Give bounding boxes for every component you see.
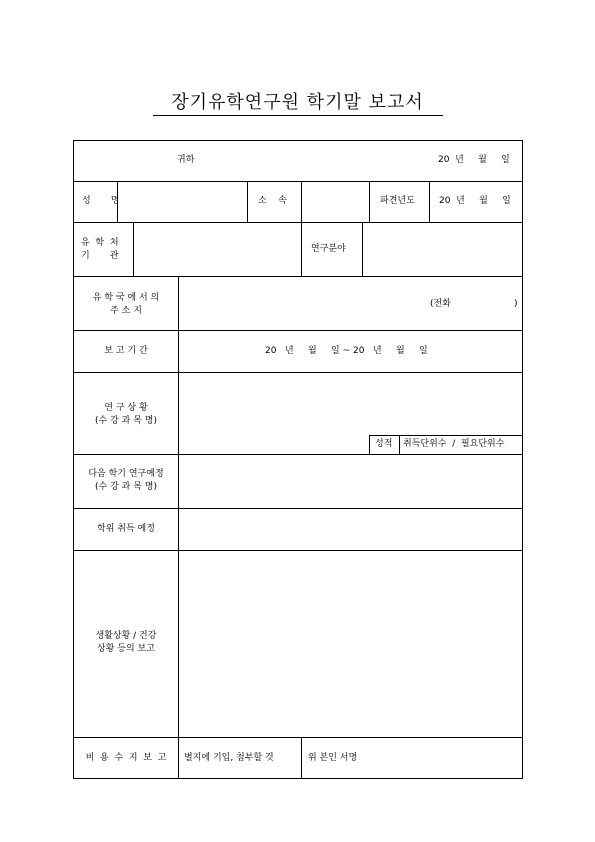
research-label-line1: 연 구 상 황 <box>104 403 148 413</box>
report-form <box>73 140 523 779</box>
recipient-label: 귀하 <box>177 155 195 165</box>
signature-label[interactable]: 위 본인 서명 <box>308 753 358 763</box>
period-value[interactable]: 20 년 월 일 ~ 20 년 월 일 <box>265 346 428 356</box>
col-divider <box>429 181 430 222</box>
col-divider <box>133 222 134 276</box>
col-divider <box>362 222 363 276</box>
address-label-line2: 주 소 지 <box>110 306 142 316</box>
period-label: 보 고 기 간 <box>104 346 148 356</box>
row-divider <box>74 454 522 455</box>
row-divider <box>74 330 522 331</box>
research-field-label: 연구분야 <box>311 244 346 254</box>
life-label-line1: 생활상황 / 건강 <box>95 631 157 641</box>
col-divider <box>301 222 302 276</box>
address-label-line1: 유 학 국 에 서 의 <box>92 293 160 303</box>
title-underline <box>153 115 443 116</box>
col-divider <box>301 181 302 222</box>
row-divider <box>74 550 522 551</box>
life-label-line2: 상황 등의 보고 <box>97 644 155 654</box>
col-divider <box>247 181 248 222</box>
dispatch-year-label: 파견년도 <box>380 196 415 206</box>
grade-label: 성적 <box>375 439 393 449</box>
research-label-line2: (수 강 과 목 명) <box>95 416 157 426</box>
cost-label: 비 용 수 지 보 고 <box>85 753 167 763</box>
col-divider <box>369 435 370 454</box>
next-plan-label-line2: (수 강 과 목 명) <box>95 482 157 492</box>
row-divider <box>74 737 522 738</box>
degree-label: 학위 취득 예정 <box>97 524 155 534</box>
credit-label: 취득단위수 / 필요단위수 <box>403 439 505 449</box>
row-divider <box>74 372 522 373</box>
affiliation-label: 소 속 <box>258 196 287 206</box>
next-plan-label-line1: 다음 학기 연구예정 <box>88 469 164 479</box>
grade-row-top <box>369 435 522 436</box>
dispatch-date[interactable]: 20 년 월 일 <box>439 196 511 206</box>
cost-note: 별지에 기입, 첨부할 것 <box>184 753 274 763</box>
row-divider <box>74 508 522 509</box>
row-divider <box>74 181 522 182</box>
phone-close: ) <box>514 299 518 309</box>
institution-label-line2: 기 관 <box>81 251 119 261</box>
name-label: 성 명 <box>82 196 120 206</box>
report-title: 장기유학연구원 학기말 보고서 <box>171 92 424 113</box>
col-divider <box>301 737 302 779</box>
col-divider <box>399 435 400 454</box>
label-col-divider <box>178 276 179 779</box>
phone-open: (전화 <box>430 299 451 309</box>
row-divider <box>74 276 522 277</box>
col-divider <box>369 181 370 222</box>
institution-label-line1: 유 학 처 <box>81 238 119 248</box>
row-divider <box>74 222 522 223</box>
report-date[interactable]: 20 년 월 일 <box>438 155 510 165</box>
